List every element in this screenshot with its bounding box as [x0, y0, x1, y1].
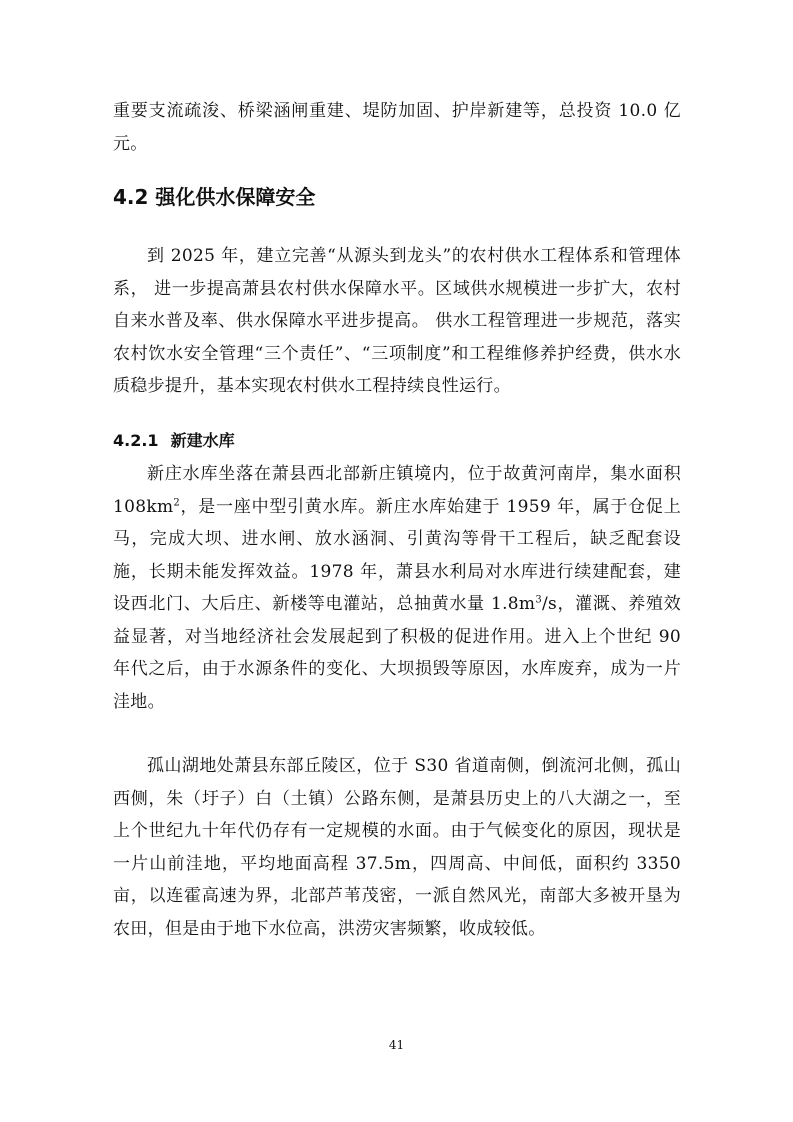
paragraph-xinzhuang-reservoir	[113, 458, 681, 718]
superscript-2: 2	[173, 496, 181, 508]
xinzhuang-text-part-1: 新庄水库坐落在萧县西北部新庄镇境内，位于故黄河南岸，集水面积 108km	[113, 464, 681, 517]
section-heading-4-2: 4.2 强化供水保障安全	[113, 185, 316, 209]
paragraph-water-supply-goal: 到 2025 年，建立完善“从源头到龙头”的农村供水工程体系和管理体系， 进一步提高萧县农村供水保障水平。区域供水规模进一步扩大，农村自来水普及率、供水保障水平进步提高。 供水工程管理进一步规范，落实农村饮水安全管理“三个责任”、“三项制度”和工程维修养护经费，供水水质稳步提升，基本实现农村供水工程持续良性运行。	[113, 246, 681, 396]
paragraph-continuation: 重要支流疏浚、桥梁涵闸重建、堤防加固、护岸新建等，总投资 10.0 亿元。	[113, 101, 681, 154]
subsection-title: 新建水库	[170, 431, 235, 450]
subsection-number: 4.2.1	[113, 431, 159, 450]
page-number: 41	[388, 1038, 405, 1052]
superscript-3: 3	[535, 594, 542, 606]
xinzhuang-text-part-2: ，是一座中型引黄水库。新庄水库始建于 1959 年，属于仓促上马，完成大坝、进水闸、放水涵洞、引黄沟等骨干工程后，缺乏配套设施，长期未能发挥效益。1978 年，萧县水利局对水库进行续建配套，建设西北门、大后庄、新楼等电灌站，总抽黄水量 1.8m	[113, 496, 681, 614]
xinzhuang-text-part-3: /s，灌溉、养殖效益显著，对当地经济社会发展起到了积极的促进作用。进入上个世纪 90 年代之后，由于水源条件的变化、大坝损毁等原因，水库废弃，成为一片洼地。	[113, 594, 682, 712]
subsection-heading-4-2-1	[113, 428, 235, 454]
paragraph-gushan-lake: 孤山湖地处萧县东部丘陵区，位于 S30 省道南侧，倒流河北侧，孤山西侧，朱（圩子）白（土镇）公路东侧，是萧县历史上的八大湖之一，至上个世纪九十年代仍存有一定规模的水面。由于气候变化的原因，现状是一片山前洼地，平均地面高程 37.5m，四周高、中间低，面积约 3350 亩，以连霍高速为界，北部芦苇茂密，一派自然风光，南部大多被开垦为农田，但是由于地下水位高，洪涝灾害频繁，收成较低。	[113, 756, 681, 939]
